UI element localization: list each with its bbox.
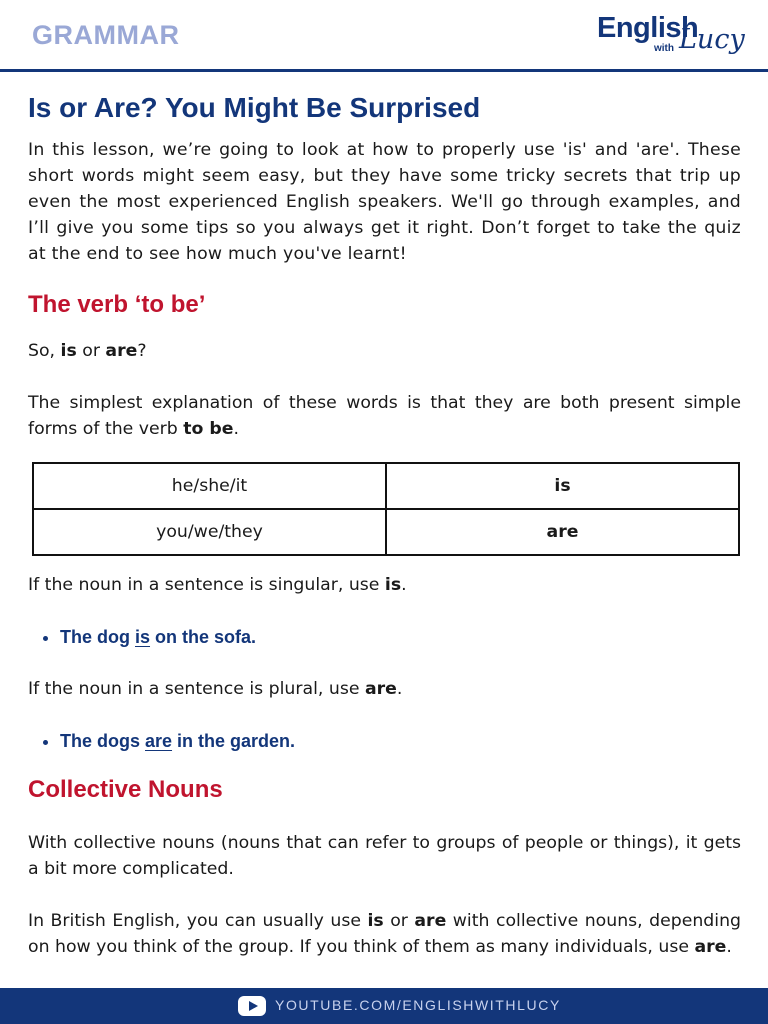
logo-main-text: English [597,12,699,44]
youtube-icon[interactable] [238,996,266,1016]
table-cell-verb: are [386,509,739,555]
plural-rule: If the noun in a sentence is plural, use are. [28,679,403,699]
explanation-paragraph: The simplest explanation of these words is that they are both present simple forms of the verb to be. [28,393,741,439]
category-label: GRAMMAR [32,20,180,50]
plural-example-list [28,728,741,754]
youtube-link[interactable]: YOUTUBE.COM/ENGLISHWITHLUCY [275,997,561,1013]
page-footer [0,988,768,1024]
singular-rule: If the noun in a sentence is singular, use is. [28,575,407,595]
question-paragraph: So, is or are? [28,341,147,361]
list-item: • The dog is on the sofa. [60,624,741,650]
section-heading-collective-nouns: Collective Nouns [28,776,223,803]
table-cell-subject: you/we/they [33,509,386,555]
singular-example-list [28,624,741,650]
page-title: Is or Are? You Might Be Surprised [28,92,481,123]
collective-paragraph-2: In British English, you can usually use is or are with collective nouns, depending on how you think of the group. If you think of them as many individuals, use are. [28,911,741,957]
verb-table [32,462,740,556]
logo-script-text: Lucy [679,24,745,55]
logo-with-text: with [654,43,674,54]
collective-paragraph-1: With collective nouns (nouns that can refer to groups of people or things), it gets a bit more complicated. [28,833,741,879]
article-body [28,88,741,960]
table-row [33,463,739,509]
list-item: • The dogs are in the garden. [60,728,741,754]
table-row [33,509,739,555]
intro-paragraph: In this lesson, we’re going to look at how to properly use 'is' and 'are'. These short words might seem easy, but they have some tricky secrets that trip up even the most experienced English speakers. We'll go through examples, and I’ll give you some tips so you always get it right. Don’t forget to take the quiz at the end to see how much you've learnt! [28,140,741,264]
table-cell-subject: he/she/it [33,463,386,509]
section-heading-verb-to-be: The verb ‘to be’ [28,291,206,318]
page-header [0,0,768,72]
brand-logo[interactable] [597,10,749,64]
table-cell-verb: is [386,463,739,509]
